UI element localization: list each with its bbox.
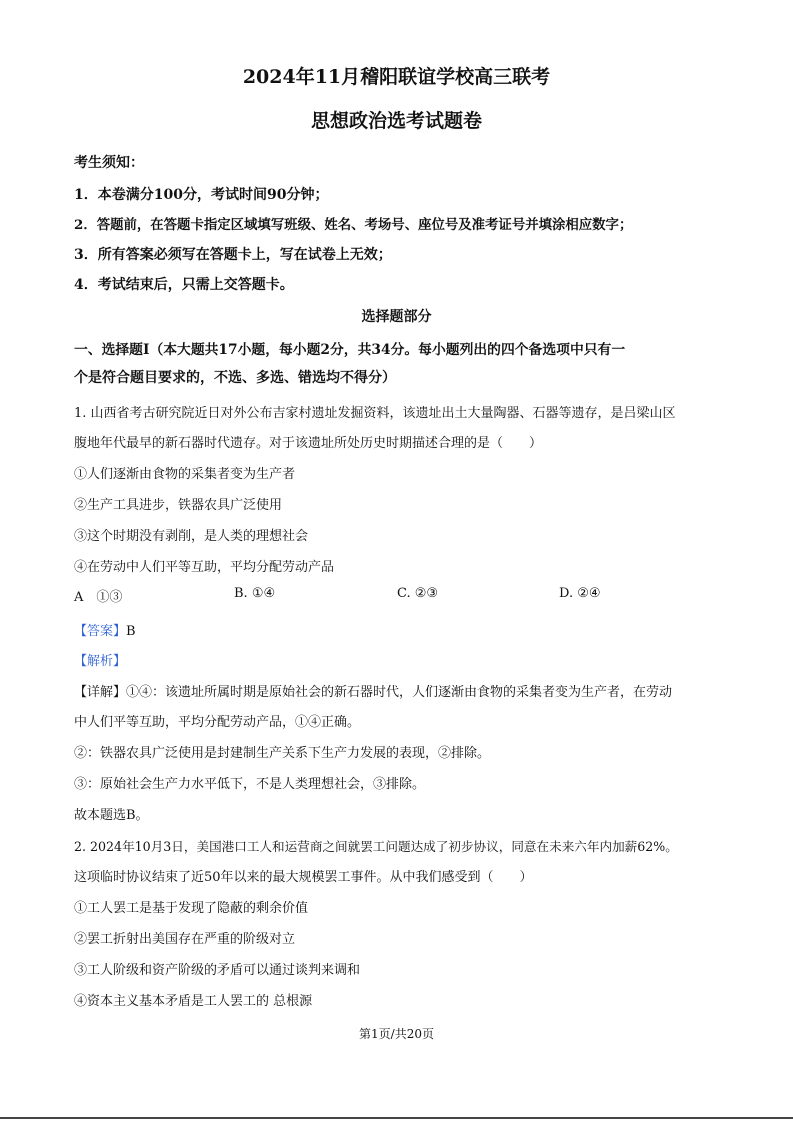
q1-conclusion: 故本题选B。 [74,808,149,823]
q1-detail-line2: 中人们平等互助，平均分配劳动产品，①④正确。 [74,715,361,730]
exam-subtitle: 思想政治选考试题卷 [310,110,482,132]
exam-title: 2024年11月稽阳联谊学校高三联考 [242,66,551,88]
q1-stem-line2: 腹地年代最早的新石器时代遗存。对于该遗址所处历史时期描述合理的是（ ） [74,436,543,451]
q1-answer [74,620,136,639]
bottom-rule [0,1117,793,1119]
notice-item-2: 2．答题前，在答题卡指定区域填写班级、姓名、考场号、座位号及准考证号并填涂相应数字； [74,217,633,233]
q1-statement-4: ④在劳动中人们平等互助，平均分配劳动产品 [74,560,335,575]
q1-detail-line1: 【详解】①④：该遗址所属时期是原始社会的新石器时代，人们逐渐由食物的采集者变为生产者，在劳动 [74,685,673,700]
q1-statement-2: ②生产工具进步，铁器农具广泛使用 [74,498,283,513]
q2-stem-line2: 这项临时协议结束了近50年以来的最大规模罢工事件。从中我们感受到（ ） [74,870,533,885]
part-instruction-line2: 个是符合题目要求的，不选、多选、错选均不得分） [74,370,396,386]
part-instruction-line1: 一、选择题Ⅰ（本大题共17小题，每小题2分，共34分。每小题列出的四个备选项中只有一 [74,342,626,358]
q1-choice-a: A ①③ [74,590,123,605]
q1-choice-b: B. ①④ [234,586,276,601]
section-title: 选择题部分 [361,309,432,325]
q1-statement-3: ③这个时期没有剥削，是人类的理想社会 [74,529,309,544]
q1-stem-line1: 1. 山西省考古研究院近日对外公布吉家村遗址发掘资料，该遗址出土大量陶器、石器等遗存，是吕梁山区 [74,406,676,421]
q1-analysis-label: 【解析】 [74,654,127,669]
q2-statement-3: ③工人阶级和资产阶级的矛盾可以通过谈判来调和 [74,963,361,978]
answer-label: 【答案】 [74,624,127,639]
notice-item-1: 1．本卷满分100分，考试时间90分钟； [74,187,329,203]
page-number: 第1页/共20页 [359,1027,434,1041]
answer-value: B [126,624,136,639]
q1-choice-c: C. ②③ [397,586,439,601]
q1-detail-line4: ③：原始社会生产力水平低下，不是人类理想社会，③排除。 [74,777,426,792]
q2-stem-line1: 2. 2024年10月3日，美国港口工人和运营商之间就罢工问题达成了初步协议，同意在未来六年内加薪62%。 [74,839,678,854]
q1-detail-line3: ②：铁器农具广泛使用是封建制生产关系下生产力发展的表现，②排除。 [74,746,491,761]
notice-item-4: 4．考试结束后，只需上交答题卡。 [74,277,294,293]
q2-statement-1: ①工人罢工是基于发现了隐蔽的剩余价值 [74,901,309,916]
notice-heading: 考生须知： [74,155,144,171]
notice-item-3: 3．所有答案必须写在答题卡上，写在试卷上无效； [74,247,392,263]
q1-statement-1: ①人们逐渐由食物的采集者变为生产者 [74,467,296,482]
q2-statement-4: ④资本主义基本矛盾是工人罢工的 总根源 [74,994,313,1009]
q2-statement-2: ②罢工折射出美国存在严重的阶级对立 [74,932,296,947]
q1-choice-d: D. ②④ [559,586,601,601]
